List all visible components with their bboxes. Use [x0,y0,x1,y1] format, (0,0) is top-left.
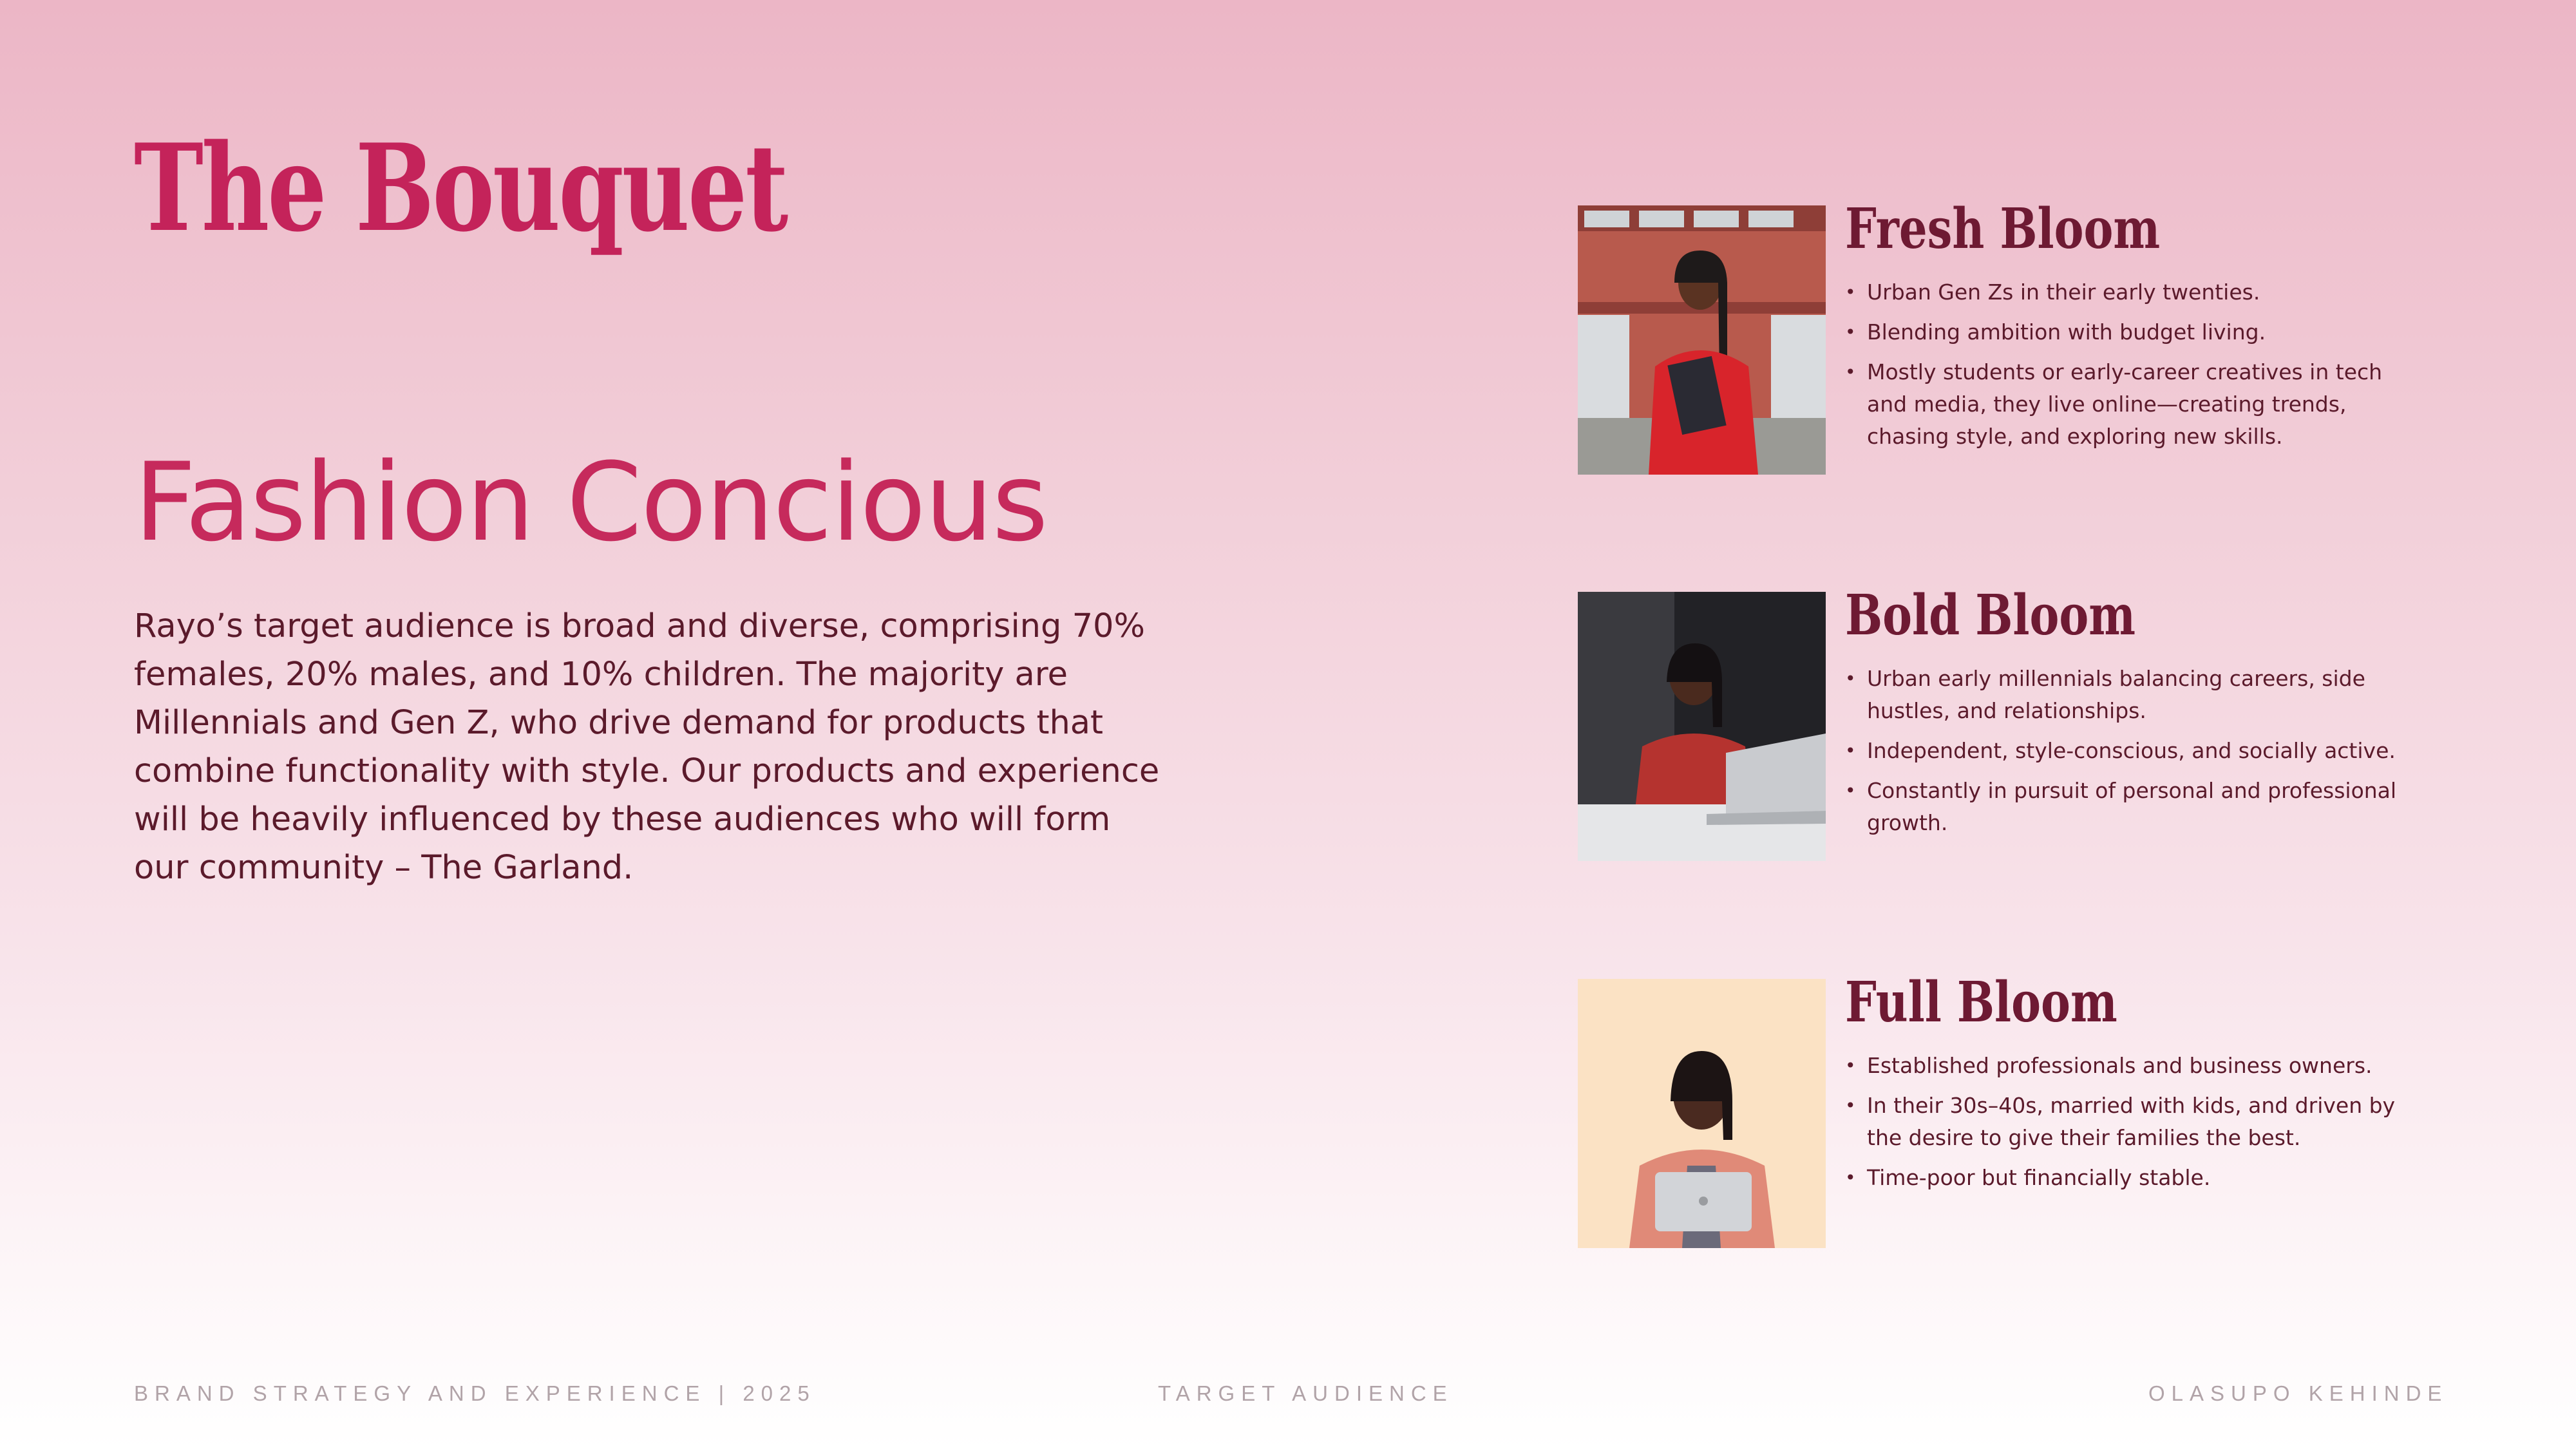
brand-title: The Bouquet [134,117,787,258]
segment-bold-bloom [1578,583,2434,862]
intro-paragraph: Rayo’s target audience is broad and diverse, comprising 70% females, 20% males, and 10% children. The majority are Millennials and Gen Z, who drive demand for products that combine functionality with style. Our products and experience will be heavily influenced by these audiences who will form our community – The Garland. [134,607,1160,887]
segment-fresh-bloom [1578,196,2434,476]
fresh-bloom-photo [1578,205,1826,475]
segment-title: Full Bloom [1845,970,2117,1035]
list-item: • Urban early millennials balancing careers, side hustles, and relationships. [1845,663,2412,727]
list-item: • Urban Gen Zs in their early twenties. [1845,276,2412,308]
segment-bullets [1845,663,2412,847]
segment-full-bloom [1578,970,2434,1249]
footer-left: BRAND STRATEGY AND EXPERIENCE | 2025 [134,1381,816,1405]
segment-title: Fresh Bloom [1845,196,2161,261]
list-item: • In their 30s–40s, married with kids, and driven by the desire to give their families the best. [1845,1090,2412,1154]
segment-title: Bold Bloom [1845,583,2136,648]
bold-bloom-photo [1578,592,1826,861]
segment-bullets [1845,1050,2412,1202]
page-headline: Fashion Concious [134,439,1047,565]
segment-bullets [1845,276,2412,460]
full-bloom-photo [1578,979,1826,1248]
list-item: • Time-poor but financially stable. [1845,1162,2412,1194]
list-item: • Independent, style-conscious, and socially active. [1845,735,2412,767]
list-item: • Established professionals and business owners. [1845,1050,2412,1082]
footer-center: TARGET AUDIENCE [1158,1381,1454,1405]
list-item: • Constantly in pursuit of personal and professional growth. [1845,775,2412,839]
list-item: • Mostly students or early-career creatives in tech and media, they live online—creating trends, chasing style, and exploring new skills. [1845,356,2412,453]
footer-right: OLASUPO KEHINDE [2148,1381,2448,1405]
list-item: • Blending ambition with budget living. [1845,316,2412,348]
